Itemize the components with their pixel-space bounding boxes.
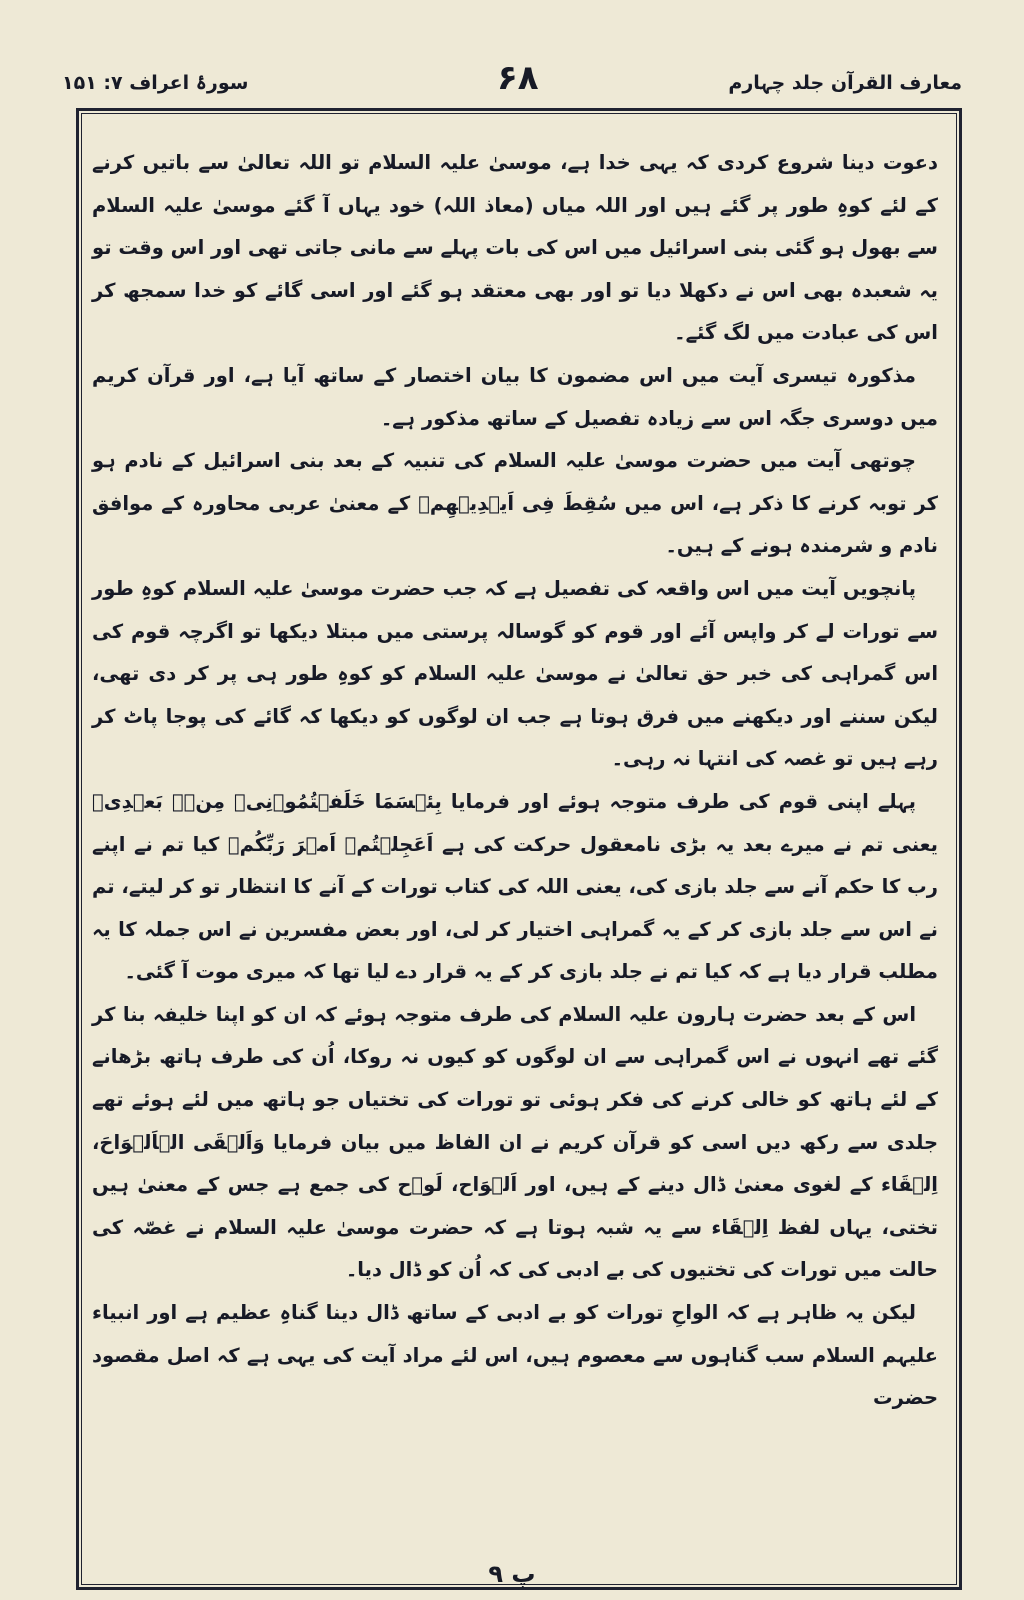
paragraph: پانچویں آیت میں اس واقعہ کی تفصیل ہے کہ جب حضرت موسیٰ علیہ السلام کوہِ طور سے تورات لے کر واپس آئے اور قوم کو گوسالہ پرستی میں مبتلا دیکھا تو اگرچہ قوم کی اس گمراہی کی خبر حق تعالیٰ نے موسیٰ علیہ السلام کو کوہِ طور ہی پر کر دی تھی، لیکن سننے اور دیکھنے میں فرق ہوتا ہے جب ان لوگوں کو دیکھا کہ گائے کی پوجا پاٹ کر رہے ہیں تو غصہ کی انتہا نہ رہی۔ bbox=[92, 576, 938, 771]
paragraph: اس کے بعد حضرت ہارون علیہ السلام کی طرف متوجہ ہوئے کہ ان کو اپنا خلیفہ بنا کر گئے تھے انہوں نے اس گمراہی سے ان لوگوں کو کیوں نہ روکا، اُن کی طرف ہاتھ بڑھانے کے لئے ہاتھ کو خالی کرنے کی فکر ہوئی تو تورات کی تختیاں جو ہاتھ میں لئے ہوئے تھے جلدی سے رکھ دیں اسی کو قرآن کریم نے ان الفاظ میں بیان فرمایا وَاَلۡقَی الۡاَلۡوَاحَ، اِلۡقَاء کے لغوی معنیٰ ڈال دینے کے ہیں، اور اَلۡوَاح، لَوۡح کی جمع ہے جس کے معنیٰ ہیں تختی، یہاں لفظ اِلۡقَاء سے یہ شبہ ہوتا ہے کہ حضرت موسیٰ علیہ السلام نے غصّہ کی حالت میں تورات کی تختیوں کی بے ادبی کی کہ اُن کو ڈال دیا۔ bbox=[92, 1002, 938, 1282]
paragraph: پہلے اپنی قوم کی طرف متوجہ ہوئے اور فرمایا بِئۡسَمَا خَلَفۡتُمُوۡنِیۡ مِنۡۢ بَعۡدِیۡ یعنی تم نے میرے بعد یہ بڑی نامعقول حرکت کی ہے اَعَجِلۡتُمۡ اَمۡرَ رَبِّكُمۡ کیا تم نے اپنے رب کا حکم آنے سے جلد بازی کی، یعنی اللہ کی کتاب تورات کے آنے کا انتظار تو کر لیتے، تم نے اس سے جلد بازی کر کے یہ گمراہی اختیار کر لی، اور بعض مفسرین نے اس جملہ کا یہ مطلب قرار دیا ہے کہ کیا تم نے جلد بازی کر کے یہ قرار دے لیا تھا کہ میری موت آ گئی۔ bbox=[92, 789, 938, 984]
page-number: ۶۸ bbox=[497, 58, 539, 98]
page-header bbox=[62, 58, 962, 102]
book-title: معارف القرآن جلد چہارم bbox=[728, 72, 962, 94]
paragraph: مذکورہ تیسری آیت میں اس مضمون کا بیان اختصار کے ساتھ آیا ہے، اور قرآن کریم میں دوسری جگہ اس سے زیادہ تفصیل کے ساتھ مذکور ہے۔ bbox=[92, 363, 938, 430]
paragraph: لیکن یہ ظاہر ہے کہ الواحِ تورات کو بے ادبی کے ساتھ ڈال دینا گناہِ عظیم ہے اور انبیاء علیہم السلام سب گناہوں سے معصوم ہیں، اس لئے مراد آیت کی یہی ہے کہ اصل مقصود حضرت bbox=[92, 1301, 938, 1410]
paragraph: چوتھی آیت میں حضرت موسیٰ علیہ السلام کی تنبیہ کے بعد بنی اسرائیل کے نادم ہو کر توبہ کرنے کا ذکر ہے، اس میں سُقِطَ فِی اَیۡدِیۡهِمۡ کے معنیٰ عربی محاورہ کے موافق نادم و شرمندہ ہونے کے ہیں۔ bbox=[92, 449, 938, 558]
surah-reference: سورۂ اعراف ۷: ۱۵۱ bbox=[62, 72, 249, 94]
signature-mark: پ ۹ bbox=[488, 1560, 536, 1588]
paragraph: دعوت دینا شروع کردی کہ یہی خدا ہے، موسیٰ علیہ السلام تو اللہ تعالیٰ سے باتیں کرنے کے لئے کوہِ طور پر گئے ہیں اور اللہ میاں (معاذ اللہ) خود یہاں آ گئے موسیٰ علیہ السلام سے بھول ہو گئی بنی اسرائیل میں اس کی بات پہلے سے مانی جاتی تھی اور اس وقت تو یہ شعبدہ بھی اس نے دکھلا دیا تو اور بھی معتقد ہو گئے اور اسی گائے کو خدا سمجھ کر اس کی عبادت میں لگ گئے۔ bbox=[92, 151, 938, 345]
body-text bbox=[92, 142, 938, 1420]
